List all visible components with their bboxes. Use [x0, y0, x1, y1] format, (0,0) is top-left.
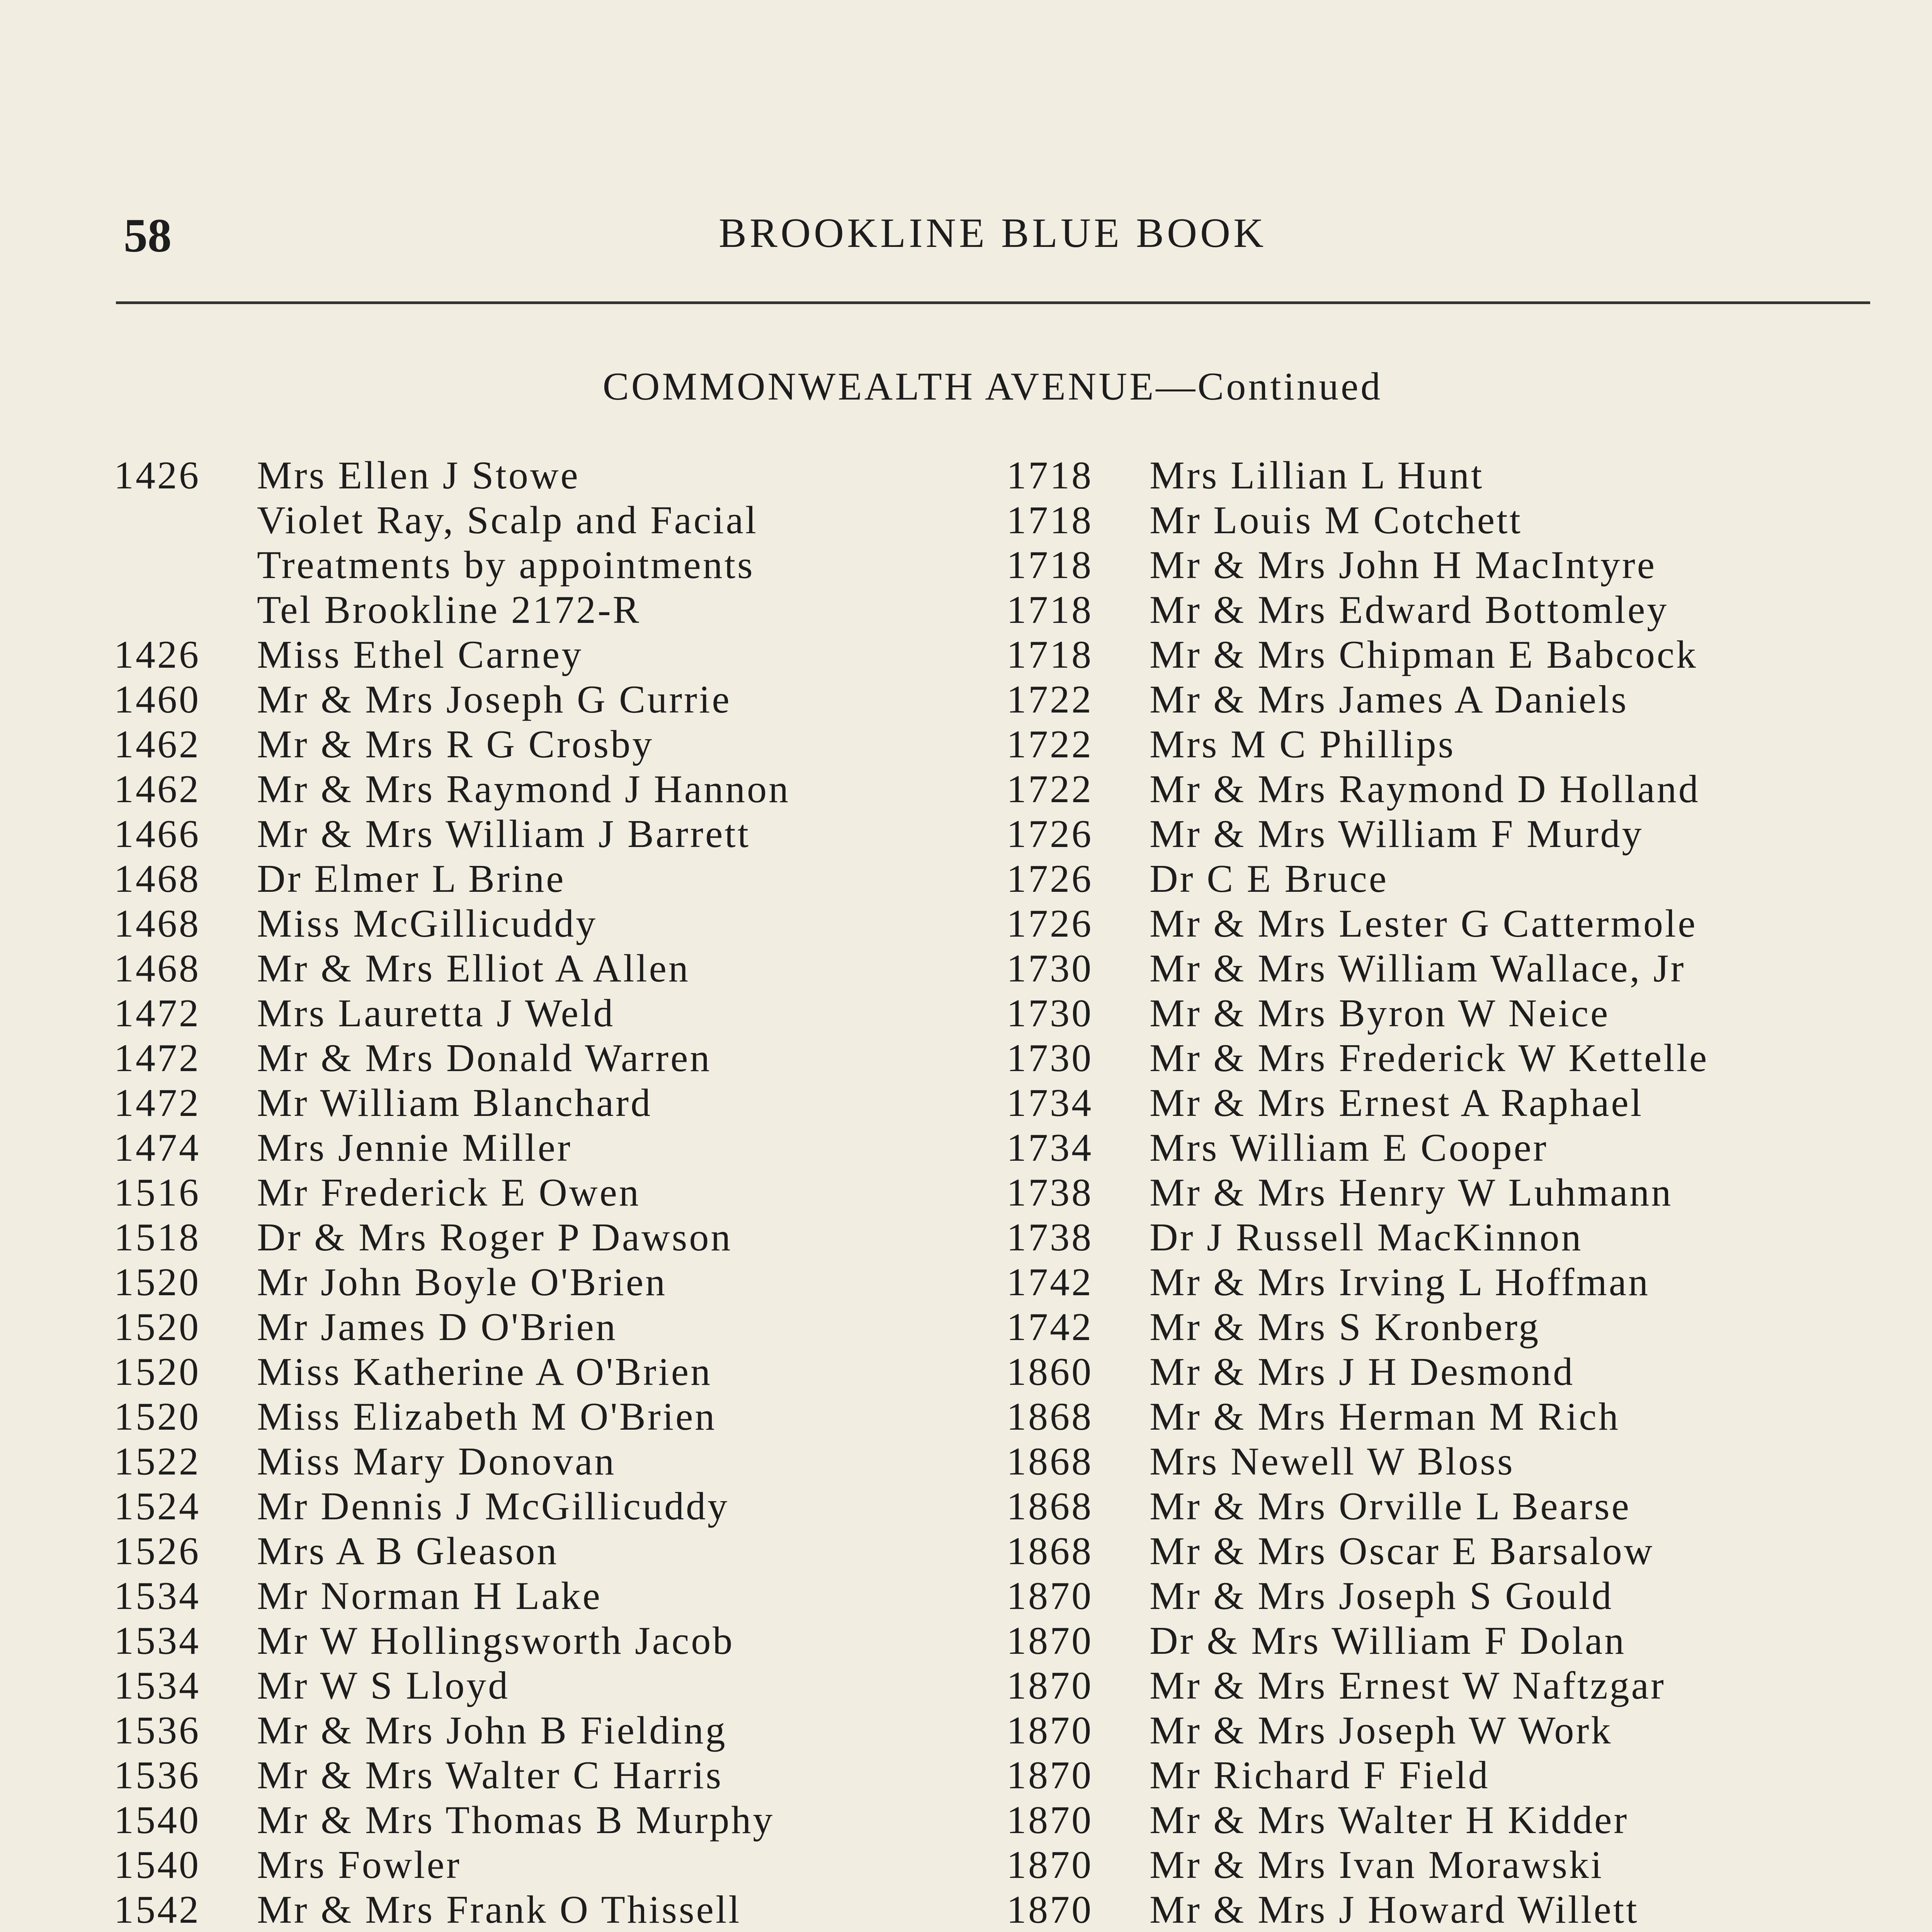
resident-name: Mrs Lauretta J Weld — [257, 992, 615, 1035]
house-number: 1526 — [114, 1529, 201, 1573]
resident-name: Mr & Mrs J Howard Willett — [1150, 1888, 1639, 1932]
resident-name: Mr & Mrs Raymond J Hannon — [257, 767, 791, 811]
directory-entry — [114, 1126, 1010, 1170]
resident-name: Mr & Mrs Ernest W Naftzgar — [1150, 1664, 1666, 1708]
directory-entry — [1007, 498, 1903, 543]
house-number — [114, 543, 257, 588]
house-number: 1462 — [114, 723, 201, 766]
directory-entry — [1007, 1395, 1903, 1439]
house-number: 1472 — [114, 1081, 201, 1125]
directory-entry — [1007, 1574, 1903, 1619]
resident-name: Mr & Mrs James A Daniels — [1150, 678, 1629, 721]
directory-entry — [1007, 946, 1903, 991]
right-column — [1007, 453, 1903, 1932]
house-number: 1536 — [114, 1753, 201, 1797]
house-number: 1722 — [1007, 767, 1093, 811]
directory-entry — [1007, 1843, 1903, 1888]
resident-name: Mr & Mrs Ivan Morawski — [1150, 1843, 1604, 1887]
directory-entry — [114, 588, 1010, 633]
resident-name: Mr John Boyle O'Brien — [257, 1260, 667, 1304]
resident-name: Mr James D O'Brien — [257, 1305, 617, 1349]
resident-name: Mr Louis M Cotchett — [1150, 498, 1522, 542]
resident-name: Mr & Mrs Oscar E Barsalow — [1150, 1529, 1655, 1573]
directory-entry — [114, 1036, 1010, 1081]
house-number: 1534 — [114, 1664, 201, 1708]
directory-entry — [114, 857, 1010, 901]
resident-name: Mr Norman H Lake — [257, 1574, 602, 1618]
house-number: 1520 — [114, 1350, 201, 1394]
directory-entry — [1007, 677, 1903, 722]
directory-entry — [1007, 767, 1903, 812]
directory-entry — [114, 543, 1010, 588]
house-number: 1870 — [1007, 1574, 1093, 1618]
resident-name: Mr & Mrs Raymond D Holland — [1150, 767, 1700, 811]
directory-entry — [1007, 1215, 1903, 1260]
house-number: 1870 — [1007, 1843, 1093, 1887]
resident-name: Miss Mary Donovan — [257, 1440, 616, 1483]
directory-entry — [1007, 722, 1903, 767]
resident-name: Mr & Mrs S Kronberg — [1150, 1305, 1541, 1349]
house-number: 1870 — [1007, 1753, 1093, 1797]
resident-name: Mrs M C Phillips — [1150, 723, 1456, 766]
resident-name: Mr & Mrs Joseph S Gould — [1150, 1574, 1614, 1618]
directory-entry — [114, 812, 1010, 857]
left-column — [114, 453, 1010, 1932]
house-number: 1472 — [114, 992, 201, 1035]
house-number: 1468 — [114, 857, 201, 901]
house-number: 1468 — [114, 947, 201, 990]
resident-name: Mr & Mrs Donald Warren — [257, 1036, 712, 1080]
resident-name: Mr W S Lloyd — [257, 1664, 510, 1708]
house-number: 1738 — [1007, 1216, 1093, 1259]
directory-entry — [114, 1529, 1010, 1574]
resident-name: Mr & Mrs Chipman E Babcock — [1150, 633, 1698, 677]
house-number: 1718 — [1007, 633, 1093, 677]
directory-entry — [1007, 1529, 1903, 1574]
house-number — [114, 588, 257, 633]
resident-name: Mr & Mrs Thomas B Murphy — [257, 1798, 775, 1842]
resident-name: Dr Elmer L Brine — [257, 857, 566, 901]
directory-entry — [1007, 857, 1903, 901]
directory-entry — [114, 722, 1010, 767]
resident-name: Miss Katherine A O'Brien — [257, 1350, 713, 1394]
house-number: 1524 — [114, 1485, 201, 1528]
directory-entry — [114, 991, 1010, 1036]
directory-entry — [1007, 991, 1903, 1036]
house-number: 1462 — [114, 767, 201, 811]
directory-entry — [1007, 1126, 1903, 1170]
resident-name: Mrs Newell W Bloss — [1150, 1440, 1515, 1483]
directory-entry — [1007, 901, 1903, 946]
house-number: 1474 — [114, 1126, 201, 1170]
house-number: 1870 — [1007, 1888, 1093, 1932]
house-number: 1534 — [114, 1574, 201, 1618]
directory-entry — [1007, 1484, 1903, 1529]
resident-name: Mrs Ellen J Stowe — [257, 454, 580, 497]
resident-name: Mrs Fowler — [257, 1843, 461, 1887]
directory-entry — [1007, 588, 1903, 633]
running-head: BROOKLINE BLUE BOOK — [719, 210, 1267, 256]
top-rule — [116, 301, 1870, 304]
resident-name: Dr C E Bruce — [1150, 857, 1389, 901]
resident-name: Mr & Mrs Irving L Hoffman — [1150, 1260, 1650, 1304]
directory-entry — [114, 1305, 1010, 1350]
directory-entry — [1007, 1439, 1903, 1484]
resident-name: Mr & Mrs R G Crosby — [257, 723, 654, 766]
directory-entry — [114, 1619, 1010, 1663]
directory-entry — [1007, 1081, 1903, 1126]
house-number: 1868 — [1007, 1440, 1093, 1483]
resident-name: Mr & Mrs Byron W Neice — [1150, 992, 1610, 1035]
house-number: 1536 — [114, 1709, 201, 1752]
resident-name: Mr & Mrs J H Desmond — [1150, 1350, 1575, 1394]
house-number: 1468 — [114, 902, 201, 946]
house-number: 1518 — [114, 1216, 201, 1259]
resident-name: Mr & Mrs Lester G Cattermole — [1150, 902, 1697, 946]
page-number: 58 — [124, 209, 172, 262]
house-number: 1870 — [1007, 1798, 1093, 1842]
directory-entry — [114, 1170, 1010, 1215]
house-number: 1722 — [1007, 723, 1093, 766]
house-number: 1520 — [114, 1260, 201, 1304]
house-number: 1522 — [114, 1440, 201, 1483]
directory-entry — [1007, 1305, 1903, 1350]
house-number: 1718 — [1007, 588, 1093, 632]
directory-entry — [114, 1663, 1010, 1708]
directory-entry — [114, 453, 1010, 498]
house-number: 1870 — [1007, 1664, 1093, 1708]
resident-name: Mr & Mrs Orville L Bearse — [1150, 1485, 1631, 1528]
house-number: 1742 — [1007, 1305, 1093, 1349]
house-number — [114, 498, 257, 543]
resident-name: Mr & Mrs Edward Bottomley — [1150, 588, 1669, 632]
directory-entry — [114, 1574, 1010, 1619]
directory-entry — [114, 1484, 1010, 1529]
house-number: 1734 — [1007, 1126, 1093, 1170]
house-number: 1726 — [1007, 857, 1093, 901]
house-number: 1742 — [1007, 1260, 1093, 1304]
resident-name: Mr & Mrs Elliot A Allen — [257, 947, 690, 990]
directory-entry — [114, 1753, 1010, 1798]
house-number: 1520 — [114, 1305, 201, 1349]
resident-name: Mr & Mrs Herman M Rich — [1150, 1395, 1620, 1439]
resident-name: Mr & Mrs Ernest A Raphael — [1150, 1081, 1644, 1125]
resident-name: Mr & Mrs Frank O Thissell — [257, 1888, 742, 1932]
house-number: 1718 — [1007, 454, 1093, 497]
directory-entry — [114, 633, 1010, 677]
resident-name: Mr & Mrs John B Fielding — [257, 1709, 727, 1752]
resident-name: Dr & Mrs Roger P Dawson — [257, 1216, 733, 1259]
directory-entry — [114, 1395, 1010, 1439]
resident-name: Mrs William E Cooper — [1150, 1126, 1548, 1170]
resident-name: Mrs A B Gleason — [257, 1529, 559, 1573]
section-heading: COMMONWEALTH AVENUE—Continued — [602, 365, 1383, 408]
house-number: 1868 — [1007, 1485, 1093, 1528]
house-number: 1730 — [1007, 992, 1093, 1035]
directory-entry — [1007, 1708, 1903, 1753]
resident-name: Mr & Mrs Frederick W Kettelle — [1150, 1036, 1709, 1080]
resident-name: Mr & Mrs Henry W Luhmann — [1150, 1171, 1673, 1214]
directory-entry — [114, 946, 1010, 991]
directory-entry — [114, 1081, 1010, 1126]
resident-name: Mrs Jennie Miller — [257, 1126, 572, 1170]
resident-name: Mr & Mrs John H MacIntyre — [1150, 543, 1656, 587]
house-number: 1730 — [1007, 1036, 1093, 1080]
directory-entry — [114, 1439, 1010, 1484]
house-number: 1738 — [1007, 1171, 1093, 1214]
directory-entry — [1007, 1888, 1903, 1932]
directory-entry — [114, 1888, 1010, 1932]
resident-name: Mr & Mrs Joseph W Work — [1150, 1709, 1613, 1752]
directory-entry — [1007, 543, 1903, 588]
directory-entry — [1007, 633, 1903, 677]
house-number: 1516 — [114, 1171, 201, 1214]
resident-name: Miss Ethel Carney — [257, 633, 583, 677]
resident-name: Mr Frederick E Owen — [257, 1171, 641, 1214]
directory-entry — [114, 677, 1010, 722]
resident-name: Mrs Lillian L Hunt — [1150, 454, 1484, 497]
resident-name: Mr Richard F Field — [1150, 1753, 1490, 1797]
directory-entry — [114, 1215, 1010, 1260]
house-number: 1534 — [114, 1619, 201, 1663]
resident-name: Treatments by appointments — [257, 543, 755, 587]
directory-entry — [114, 1798, 1010, 1843]
directory-entry — [114, 1260, 1010, 1305]
resident-name: Mr & Mrs Walter H Kidder — [1150, 1798, 1629, 1842]
house-number: 1466 — [114, 812, 201, 856]
house-number: 1868 — [1007, 1529, 1093, 1573]
directory-entry — [1007, 1036, 1903, 1081]
resident-name: Mr & Mrs William J Barrett — [257, 812, 751, 856]
house-number: 1870 — [1007, 1619, 1093, 1663]
resident-name: Violet Ray, Scalp and Facial — [257, 498, 759, 542]
directory-entry — [1007, 1170, 1903, 1215]
resident-name: Dr J Russell MacKinnon — [1150, 1216, 1583, 1259]
directory-entry — [114, 1350, 1010, 1395]
house-number: 1726 — [1007, 902, 1093, 946]
house-number: 1860 — [1007, 1350, 1093, 1394]
house-number: 1542 — [114, 1888, 201, 1932]
house-number: 1540 — [114, 1843, 201, 1887]
resident-name: Mr Dennis J McGillicuddy — [257, 1485, 730, 1528]
directory-entry — [1007, 1619, 1903, 1663]
resident-name: Mr W Hollingsworth Jacob — [257, 1619, 735, 1663]
house-number: 1426 — [114, 633, 201, 677]
resident-name: Miss McGillicuddy — [257, 902, 598, 946]
house-number: 1718 — [1007, 543, 1093, 587]
directory-entry — [1007, 453, 1903, 498]
directory-entry — [1007, 1663, 1903, 1708]
resident-name: Mr & Mrs William Wallace, Jr — [1150, 947, 1686, 990]
resident-name: Tel Brookline 2172-R — [257, 588, 641, 632]
directory-entry — [114, 498, 1010, 543]
resident-name: Mr & Mrs William F Murdy — [1150, 812, 1644, 856]
house-number: 1868 — [1007, 1395, 1093, 1439]
directory-entry — [114, 901, 1010, 946]
house-number: 1540 — [114, 1798, 201, 1842]
directory-entry — [114, 1843, 1010, 1888]
house-number: 1460 — [114, 678, 201, 721]
house-number: 1730 — [1007, 947, 1093, 990]
house-number: 1734 — [1007, 1081, 1093, 1125]
directory-entry — [114, 1708, 1010, 1753]
house-number: 1718 — [1007, 498, 1093, 542]
resident-name: Mr & Mrs Walter C Harris — [257, 1753, 723, 1797]
directory-entry — [1007, 1350, 1903, 1395]
directory-entry — [1007, 1798, 1903, 1843]
resident-name: Miss Elizabeth M O'Brien — [257, 1395, 717, 1439]
directory-entry — [1007, 1753, 1903, 1798]
directory-entry — [1007, 812, 1903, 857]
house-number: 1426 — [114, 454, 201, 497]
directory-entry — [114, 767, 1010, 812]
directory-entry — [1007, 1260, 1903, 1305]
house-number: 1870 — [1007, 1709, 1093, 1752]
resident-name: Dr & Mrs William F Dolan — [1150, 1619, 1626, 1663]
house-number: 1722 — [1007, 678, 1093, 721]
house-number: 1726 — [1007, 812, 1093, 856]
resident-name: Mr & Mrs Joseph G Currie — [257, 678, 731, 721]
house-number: 1472 — [114, 1036, 201, 1080]
house-number: 1520 — [114, 1395, 201, 1439]
resident-name: Mr William Blanchard — [257, 1081, 653, 1125]
